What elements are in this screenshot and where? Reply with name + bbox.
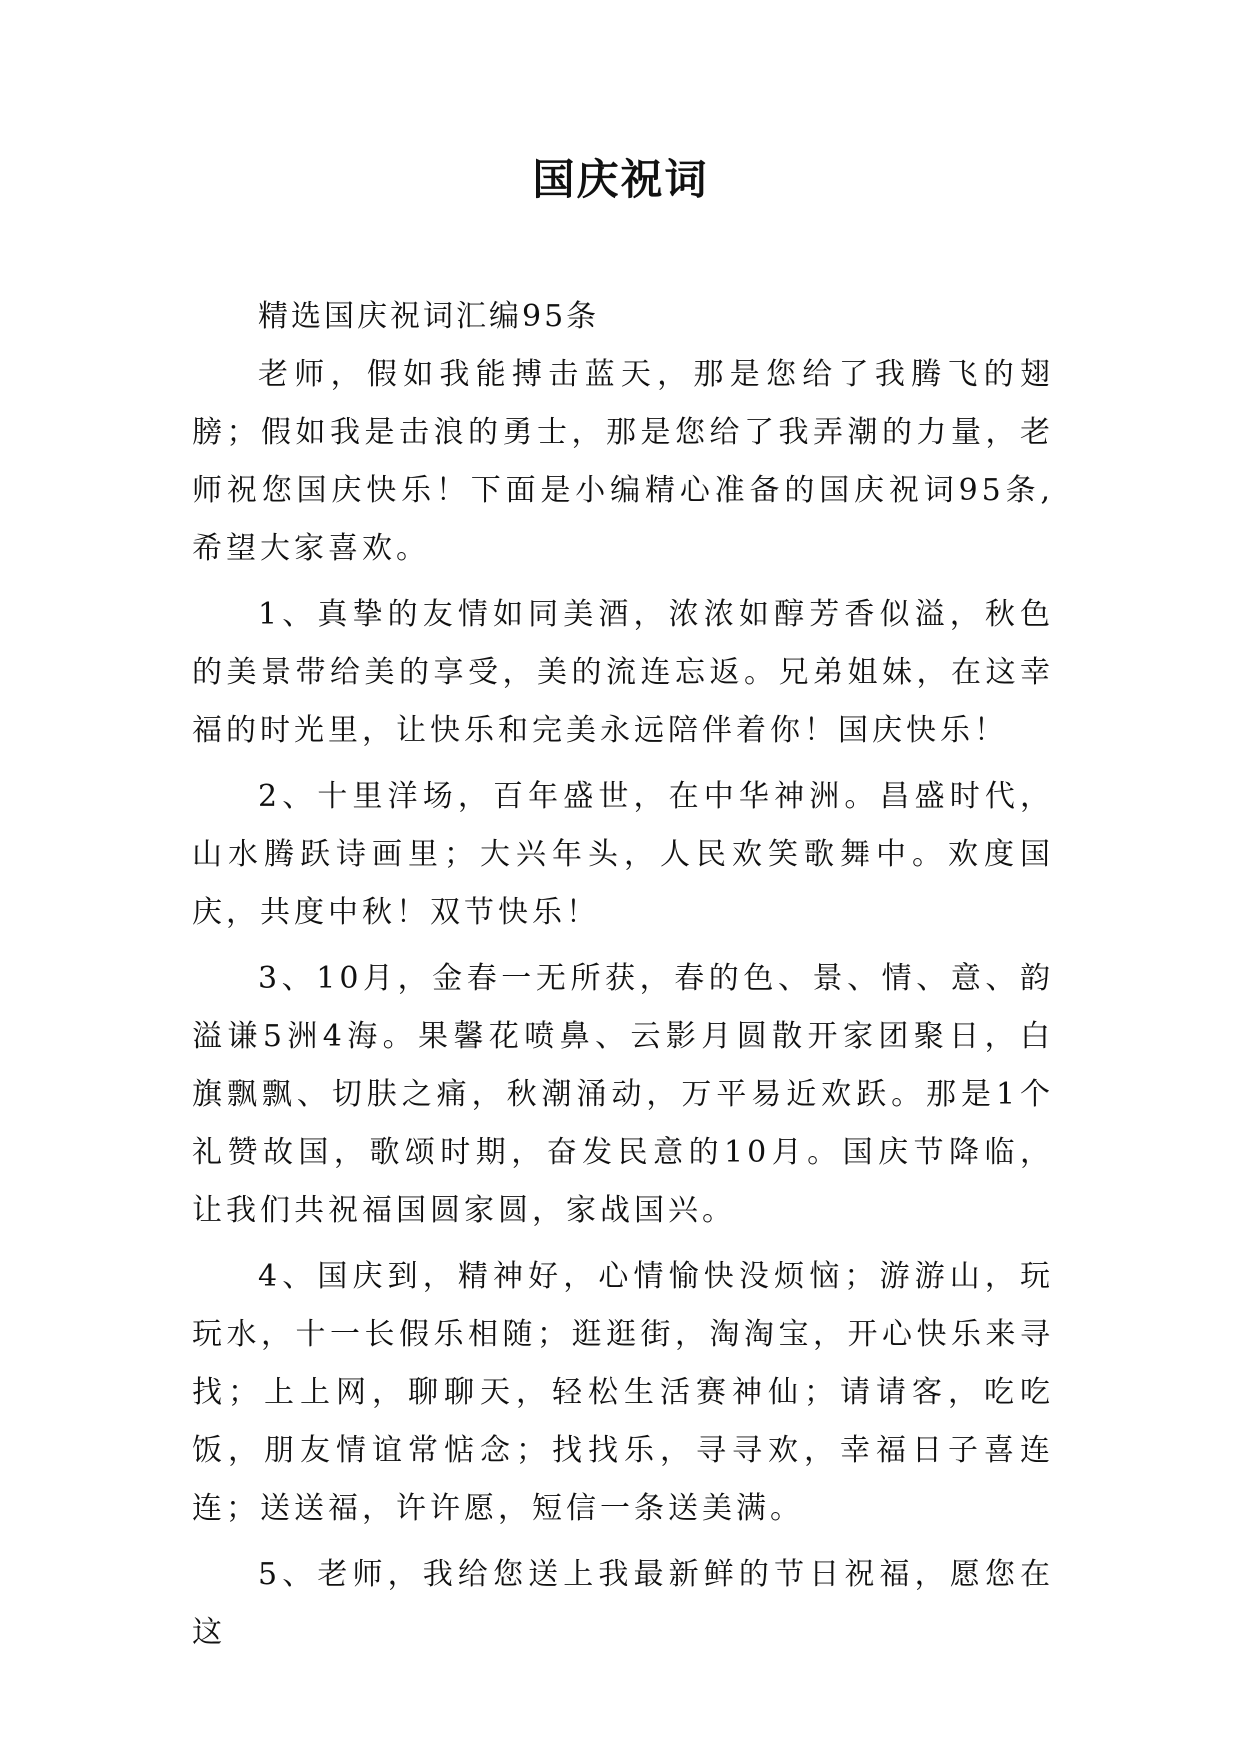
document-subtitle: 精选国庆祝词汇编95条 [258,299,600,334]
document-title: 国庆祝词 [532,155,709,204]
intro-paragraph: 老师，假如我能搏击蓝天，那是您给了我腾飞的翅膀；假如我是击浪的勇士，那是您给了我弄潮的力量，老师祝您国庆快乐！下面是小编精心准备的国庆祝词95条,希望大家喜欢。 [192,357,1054,566]
wish-paragraph-3: 3、10月，金春一无所获，春的色、景、情、意、韵溢谦5洲4海。果馨花喷鼻、云影月圆散开家团聚日，白旗飘飘、切肤之痛，秋潮涌动，万平易近欢跃。那是1个礼赞故国，歌颂时期，奋发民意的10月。国庆节降临，让我们共祝福国圆家圆，家战国兴。 [192,961,1054,1228]
wish-paragraph-2: 2、十里洋场，百年盛世，在中华神洲。昌盛时代，山水腾跃诗画里；大兴年头，人民欢笑歌舞中。欢度国庆，共度中秋！双节快乐！ [192,779,1054,930]
wish-paragraph-4: 4、国庆到，精神好，心情愉快没烦恼；游游山，玩玩水，十一长假乐相随；逛逛街，淘淘宝，开心快乐来寻找；上上网，聊聊天，轻松生活赛神仙；请请客，吃吃饭，朋友情谊常惦念；找找乐，寻寻欢，幸福日子喜连连；送送福，许许愿，短信一条送美满。 [192,1259,1054,1526]
wish-paragraph-5: 5、老师，我给您送上我最新鲜的节日祝福，愿您在这 [192,1557,1054,1650]
wish-paragraph-1: 1、真挚的友情如同美酒，浓浓如醇芳香似溢，秋色的美景带给美的享受，美的流连忘返。兄弟姐妹，在这幸福的时光里，让快乐和完美永远陪伴着你！国庆快乐！ [192,597,1054,748]
document-body [192,288,1054,1670]
